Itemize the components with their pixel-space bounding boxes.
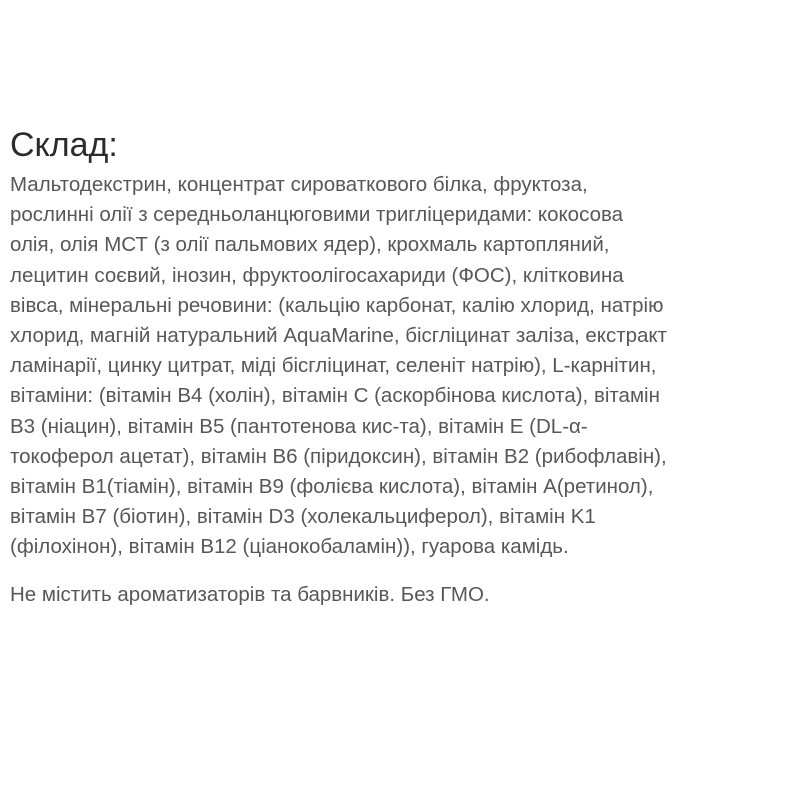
ingredients-line: хлорид, магній натуральний AquaMarine, бісгліцинат заліза, екстракт	[10, 324, 668, 348]
no-additives-note: Не містить ароматизаторів та барвників. Без ГМО.	[10, 582, 490, 606]
composition-heading: Склад:	[10, 126, 118, 164]
ingredients-line: вітамін B7 (біотин), вітамін D3 (холекальциферол), вітамін K1	[10, 505, 596, 529]
ingredients-line: олія, олія МСТ (з олії пальмових ядер), крохмаль картопляний,	[10, 233, 610, 257]
ingredients-line: вітамін B1(тіамін), вітамін B9 (фолієва кислота), вітамін A(ретинол),	[10, 475, 654, 499]
ingredients-line: вітаміни: (вітамін B4 (холін), вітамін C (аскорбінова кислота), вітамін	[10, 384, 660, 408]
ingredients-line: токоферол ацетат), вітамін B6 (піридоксин), вітамін B2 (рибофлавін),	[10, 444, 667, 468]
ingredients-text	[10, 170, 790, 563]
ingredients-line: Мальтодекстрин, концентрат сироваткового білка, фруктоза,	[10, 173, 588, 196]
ingredients-line: B3 (ніацин), вітамін B5 (пантотенова кис-та), вітамін E (DL-α-	[10, 414, 588, 438]
ingredients-line: рослинні олії з середньоланцюговими тригліцеридами: кокосова	[10, 203, 624, 227]
ingredients-line: вівса, мінеральні речовини: (кальцію карбонат, калію хлорид, натрію	[10, 293, 664, 317]
ingredients-line: лецитин соєвий, інозин, фруктоолігосахариди (ФОС), клітковина	[10, 263, 624, 287]
ingredients-line: (філохінон), вітамін B12 (ціанокобаламін)), гуарова камідь.	[10, 535, 569, 559]
ingredients-line: ламінарії, цинку цитрат, міді бісгліцинат, селеніт натрію), L-карнітин,	[10, 354, 657, 378]
composition-section	[10, 122, 790, 610]
